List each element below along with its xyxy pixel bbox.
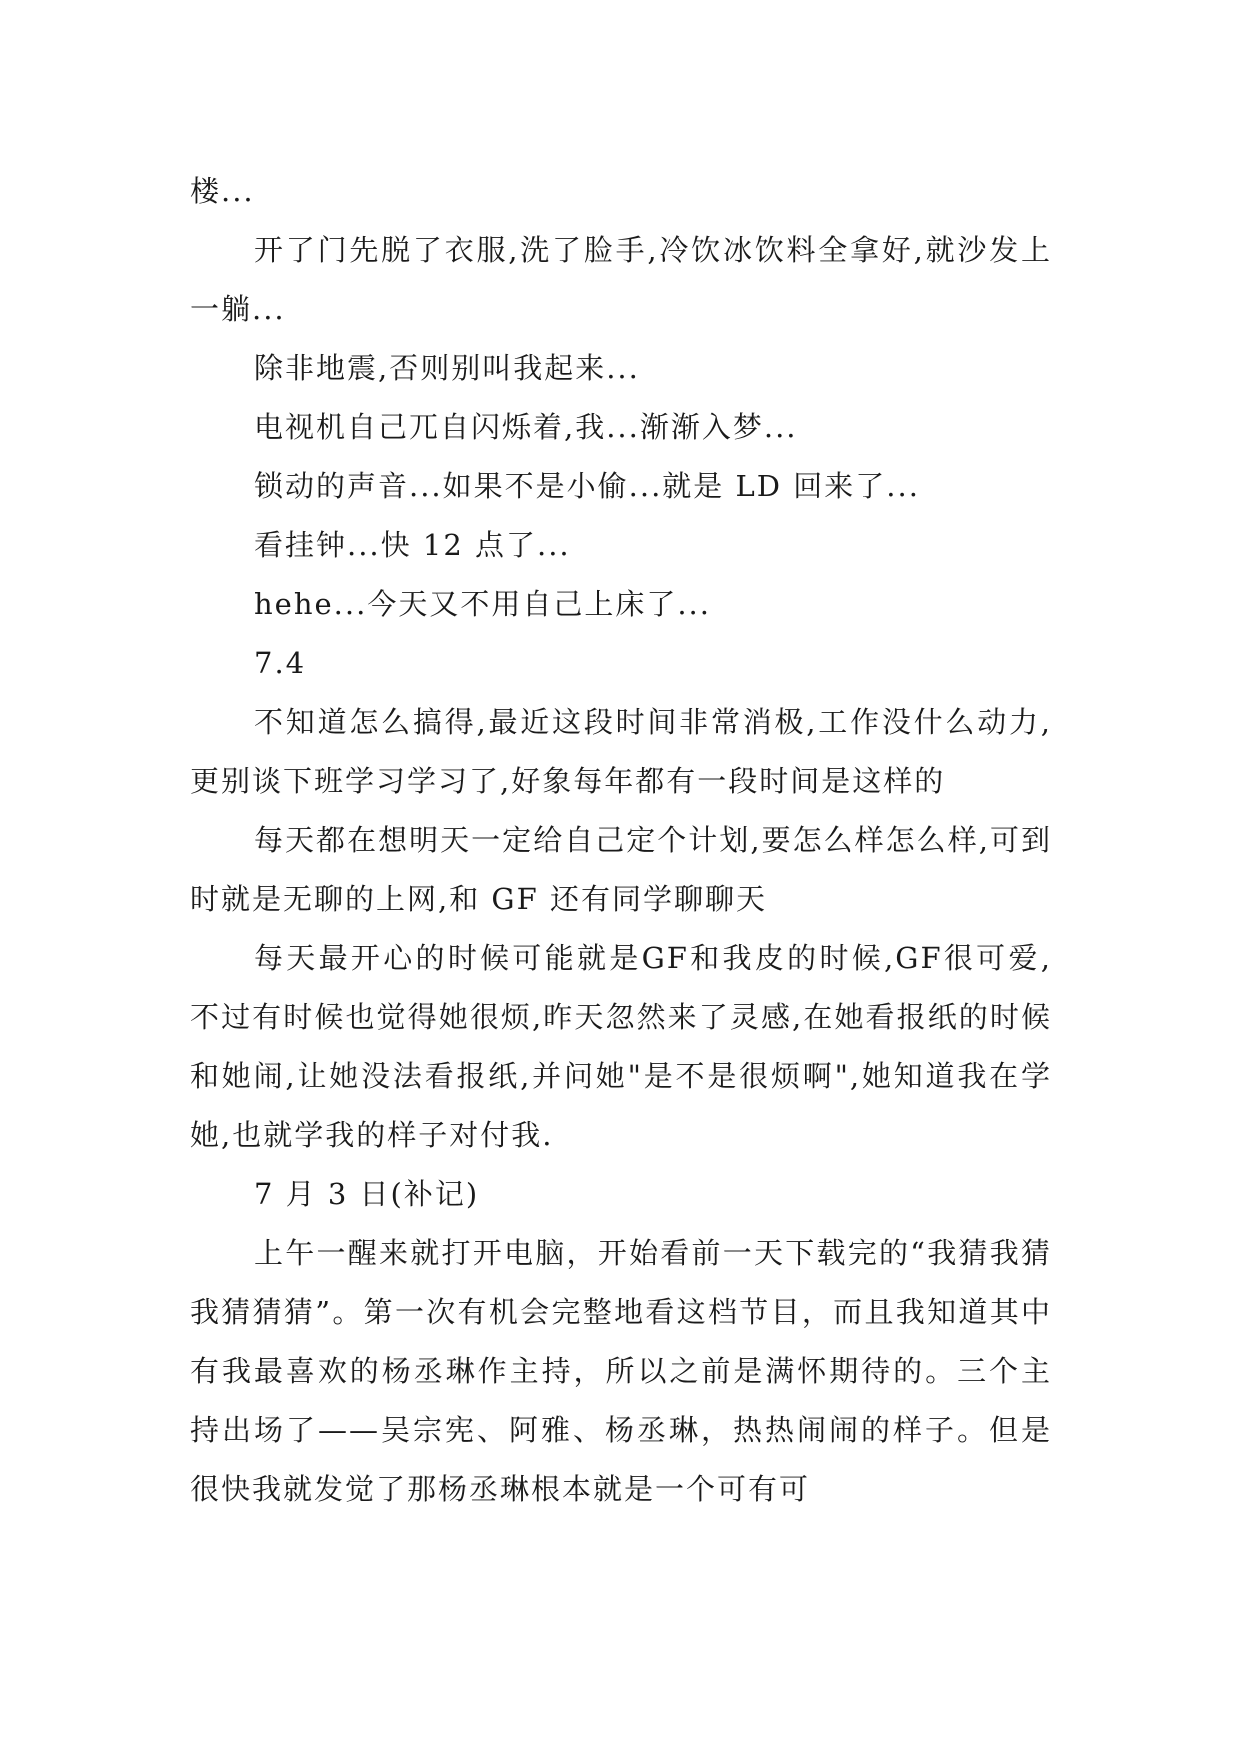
paragraph-3: 除非地震,否则别叫我起来... <box>254 351 640 385</box>
document-page <box>190 162 1052 1519</box>
paragraph-4: 电视机自己兀自闪烁着,我...渐渐入梦... <box>254 410 798 444</box>
paragraph-11: 每天最开心的时候可能就是GF和我皮的时候,GF很可爱,不过有时候也觉得她很烦,昨天忽然来了灵感,在她看报纸的时候和她闹,让她没法看报纸,并问她"是不是很烦啊",她知道我在学她,也就学我的样子对付我. <box>190 941 1052 1152</box>
paragraph-5: 锁动的声音...如果不是小偷...就是 LD 回来了... <box>254 469 920 503</box>
paragraph-1: 楼... <box>190 174 255 208</box>
date-heading-7-4: 7.4 <box>254 646 307 680</box>
paragraph-9: 不知道怎么搞得,最近这段时间非常消极,工作没什么动力,更别谈下班学习学习了,好象每年都有一段时间是这样的 <box>190 705 1052 798</box>
paragraph-7: hehe...今天又不用自己上床了... <box>254 587 711 621</box>
paragraph-13: 上午一醒来就打开电脑，开始看前一天下载完的“我猜我猜我猜猜猜”。第一次有机会完整地看这档节目，而且我知道其中有我最喜欢的杨丞琳作主持，所以之前是满怀期待的。三个主持出场了——吴宗宪、阿雅、杨丞琳，热热闹闹的样子。但是很快我就发觉了那杨丞琳根本就是一个可有可 <box>190 1236 1052 1506</box>
paragraph-6: 看挂钟...快 12 点了... <box>254 528 571 562</box>
paragraph-10: 每天都在想明天一定给自己定个计划,要怎么样怎么样,可到时就是无聊的上网,和 GF 还有同学聊聊天 <box>190 823 1052 916</box>
paragraph-2: 开了门先脱了衣服,洗了脸手,冷饮冰饮料全拿好,就沙发上一躺... <box>190 233 1052 326</box>
date-heading-7-3: 7 月 3 日(补记) <box>254 1177 480 1211</box>
